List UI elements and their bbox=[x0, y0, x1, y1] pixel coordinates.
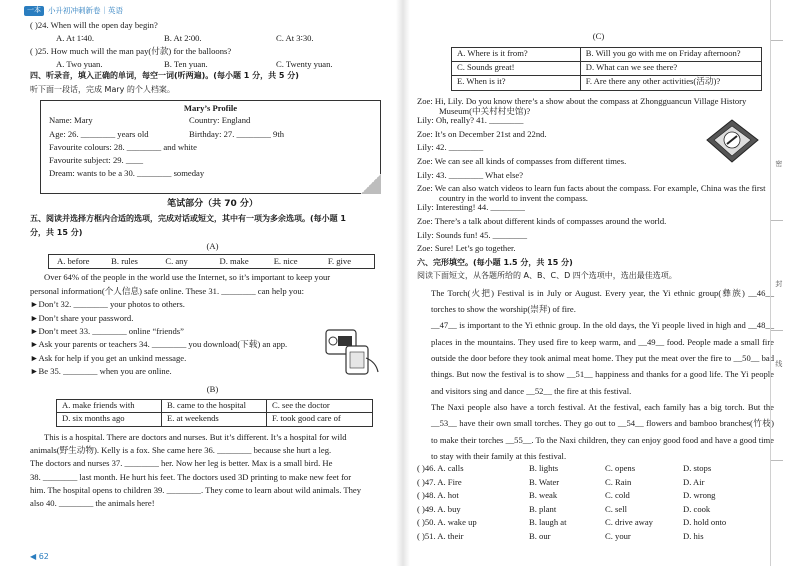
mc-option-c: C. drive away bbox=[605, 517, 653, 528]
sentence-option: C. Sounds great! bbox=[452, 62, 581, 76]
dialogue-line: Zoe: It’s on December 21st and 22nd. bbox=[417, 128, 547, 139]
word-option: D. make bbox=[219, 256, 249, 267]
sentence-option: A. Where is it from? bbox=[452, 48, 581, 62]
cloze-paragraph-2: __47__ is important to the Yi ethnic group. In the old days, the Yi people lived in high and __48__ places in the mountains. They used fire to keep warm, and __49__ food. People made a small fire outside the door before they took animal meat home. They put the meat over the fire to __50__ bad things. But now the festival is to show __51__ happiness and thanks for a good life. The Yi people and visitors sing and dance __52__ the fire at this festival. bbox=[431, 320, 774, 396]
profile-subject: Favourite subject: 29. ____ bbox=[49, 154, 144, 165]
phrase-option: B. came to the hospital bbox=[162, 400, 267, 413]
dialogue-line: Lily: 43. ________ What else? bbox=[417, 169, 524, 180]
sentence-option: E. When is it? bbox=[452, 76, 581, 90]
word-option: A. before bbox=[57, 256, 90, 267]
series-logo: 一本 bbox=[24, 6, 44, 16]
seal-label: 线 bbox=[774, 360, 783, 367]
seal-label: 密 bbox=[774, 160, 783, 167]
mc-option-a: ( )47. A. Fire bbox=[417, 476, 462, 487]
profile-age: Age: 26. ________ years old bbox=[49, 128, 149, 139]
section4-title: 四、听录音，填入正确的单词，每空一词(听两遍)。(每小题 1 分，共 5 分) bbox=[30, 71, 299, 81]
phrase-option: C. see the doctor bbox=[267, 400, 372, 413]
word-option: B. rules bbox=[111, 256, 138, 267]
passage-line: him. The hospital opens to children 39. ________. They come to learn about wild animals. They bbox=[30, 485, 362, 496]
profile-country: Country: England bbox=[189, 115, 251, 126]
mc-option-b: B. our bbox=[529, 531, 551, 542]
phrase-option: A. make friends with bbox=[57, 400, 162, 413]
page-header bbox=[24, 4, 395, 18]
phrase-option: F. took good care of bbox=[272, 412, 341, 423]
q24-option-c: C. At 3∶30. bbox=[276, 33, 314, 44]
mc-option-a: ( )48. A. hot bbox=[417, 490, 459, 501]
part-a-word-box bbox=[48, 254, 375, 269]
profile-row bbox=[49, 116, 372, 129]
right-page bbox=[405, 0, 783, 566]
cloze-paragraph-3: The Naxi people also have a torch festival. At the festival, each family has a big torch. But the __53__ have their own small torches. They go out to __54__ flowers and bamboo branches(竹枝) to make their torches __55__. To the Naxi children, they can enjoy good food and have a good time to stay with their family at this festival. bbox=[431, 401, 774, 461]
profile-colours: Favourite colours: 28. ________ and white bbox=[49, 141, 197, 152]
mc-option-b: B. weak bbox=[529, 490, 558, 501]
q25-stem: ( )25. How much will the man pay(付款) for the balloons? bbox=[30, 45, 232, 56]
passage-line: Over 64% of the people in the world use the Internet, so it’s important to keep your bbox=[44, 272, 331, 283]
mc-option-a: ( )51. A. their bbox=[417, 531, 464, 542]
dialogue-line: Lily: 42. ________ bbox=[417, 142, 484, 153]
q24-option-a: A. At 1∶40. bbox=[56, 33, 95, 44]
passage-line: This is a hospital. There are doctors and nurses. But it’s different. It’s a hospital for wild bbox=[44, 431, 347, 442]
passage-line: ►Ask for help if you get an unkind message. bbox=[30, 352, 187, 363]
passage-line: The doctors and nurses 37. ________ her. Now her leg is better. Max is a small bird. He bbox=[30, 458, 333, 469]
mc-option-b: B. Water bbox=[529, 476, 560, 487]
mc-option-d: D. his bbox=[683, 531, 704, 542]
mc-question-row bbox=[417, 491, 780, 505]
mc-question-row bbox=[417, 505, 780, 519]
phrase-option: E. at weekends bbox=[162, 413, 267, 426]
dialogue-line: Lily: Interesting! 44. ________ bbox=[417, 202, 525, 213]
passage-line: also 40. ________ the animals here! bbox=[30, 498, 155, 509]
profile-dream: Dream: wants to be a 30. ________ someday bbox=[49, 168, 205, 179]
q24-option-b: B. At 2∶00. bbox=[164, 33, 202, 44]
q25-option-a: A. Two yuan. bbox=[56, 58, 103, 69]
sentence-option: B. Will you go with me on Friday afternoon? bbox=[581, 48, 761, 62]
dialogue-line: Lily: Sounds fun! 45. ________ bbox=[417, 229, 528, 240]
mc-option-c: C. your bbox=[605, 531, 631, 542]
mc-option-b: B. lights bbox=[529, 463, 559, 474]
passage-line: ►Ask your parents or teachers 34. ________ you download(下载) an app. bbox=[30, 339, 288, 350]
mc-option-d: D. hold onto bbox=[683, 517, 727, 528]
profile-birthday: Birthday: 27. ________ 9th bbox=[189, 128, 285, 139]
passage-line: 38. ________ last month. He hurt his feet. The doctors used 3D printing to make new feet for bbox=[30, 471, 352, 482]
dialogue-line: Zoe: We can also watch videos to learn fun facts about the compass. For example, China was the first country in the world to invent the compass. bbox=[417, 183, 766, 203]
mc-option-b: B. plant bbox=[529, 503, 557, 514]
mc-option-d: D. Air bbox=[683, 476, 705, 487]
mc-option-a: ( )46. A. calls bbox=[417, 463, 464, 474]
part-c-option-box bbox=[451, 47, 762, 91]
mc-option-b: B. laugh at bbox=[529, 517, 567, 528]
mc-option-d: D. cook bbox=[683, 503, 711, 514]
section4-instruction: 听下面一段话，完成 Mary 的个人档案。 bbox=[30, 84, 175, 94]
passage-line: ►Be 35. ________ when you are online. bbox=[30, 366, 172, 377]
book-title: 小升初冲刺新卷｜英语 bbox=[48, 5, 123, 15]
dialogue-line: Zoe: Sure! Let’s go together. bbox=[417, 243, 516, 254]
part-c-label: (C) bbox=[592, 31, 605, 41]
part-b-label: (B) bbox=[206, 383, 219, 394]
section6-instruction: 阅读下面短文，从各题所给的 A、B、C、D 四个选项中，选出最佳选项。 bbox=[417, 271, 677, 281]
mc-question-row bbox=[417, 518, 780, 532]
word-option: F. give bbox=[327, 256, 352, 267]
section5-title-line2: 分，共 15 分) bbox=[30, 227, 83, 237]
q24-stem: ( )24. When will the open day begin? bbox=[30, 20, 158, 30]
part-a-label: (A) bbox=[206, 241, 219, 252]
dialogue-line: Zoe: We can see all kinds of compasses from different times. bbox=[417, 156, 627, 167]
mary-profile-card bbox=[40, 100, 381, 194]
dialogue-line: Lily: Oh, really? 41. ________ bbox=[417, 115, 524, 126]
page-number-value: 62 bbox=[38, 552, 49, 562]
profile-row bbox=[49, 130, 372, 143]
profile-title: Mary’s Profile bbox=[183, 103, 238, 114]
dialogue-line: Zoe: Hi, Lily. Do you know there’s a show about the compass at Zhongguancun Village History Museum(中关村村史馆)? bbox=[417, 96, 747, 116]
section5-title-line1: 五、阅读并选择方框内合适的选项，完成对话或短文，其中有一项为多余选项。(每小题 1 bbox=[30, 214, 347, 224]
written-part-title: 笔试部分（共 70 分） bbox=[167, 199, 258, 210]
mc-option-d: D. stops bbox=[683, 463, 712, 474]
mc-option-d: D. wrong bbox=[683, 490, 716, 501]
compass-illustration bbox=[705, 118, 760, 164]
word-option: C. any bbox=[165, 256, 188, 267]
mc-option-a: ( )50. A. wake up bbox=[417, 517, 477, 528]
page-number: ◀ 62 bbox=[30, 552, 49, 562]
passage-line: ►Don’t 32. ________ your photos to others. bbox=[30, 299, 185, 310]
section6-title: 六、完形填空。(每小题 1.5 分，共 15 分) bbox=[417, 257, 573, 267]
profile-name: Name: Mary bbox=[49, 115, 93, 126]
dialogue-line: Zoe: There’s a talk about different kinds of compasses around the world. bbox=[417, 216, 667, 227]
passage-line: ►Don’t share your password. bbox=[30, 312, 134, 323]
mc-question-row bbox=[417, 532, 780, 546]
q25-option-b: B. Ten yuan. bbox=[164, 58, 208, 69]
q24-options bbox=[30, 34, 395, 47]
part-b-option-box bbox=[56, 399, 373, 427]
passage-line: personal information(个人信息) safe online. These 31. ________ can help you: bbox=[30, 285, 305, 296]
mc-question-row bbox=[417, 478, 780, 492]
mc-question-row bbox=[417, 464, 780, 478]
sentence-option: D. What can we see there? bbox=[581, 62, 761, 76]
phone-hand-illustration bbox=[322, 328, 384, 378]
mc-option-c: C. cold bbox=[605, 490, 630, 501]
phrase-option: D. six months ago bbox=[57, 413, 162, 426]
q25-option-c: C. Twenty yuan. bbox=[276, 58, 333, 69]
cloze-paragraph-1: The Torch(火把) Festival is in July or August. Every year, the Yi ethnic group(彝族) __46__ torches to show the worship(崇拜) of fire. bbox=[431, 287, 774, 315]
mc-option-a: ( )49. A. buy bbox=[417, 503, 461, 514]
sentence-option: F. Are there any other activities(活动)? bbox=[585, 76, 721, 86]
binding-edge bbox=[770, 0, 800, 566]
mc-option-c: C. Rain bbox=[605, 476, 632, 487]
page-curl-decoration bbox=[361, 174, 381, 194]
mc-option-c: C. opens bbox=[605, 463, 636, 474]
passage-line: ►Don’t meet 33. ________ online “friends” bbox=[30, 325, 184, 336]
profile-row bbox=[49, 143, 372, 156]
word-option: E. nice bbox=[273, 256, 298, 267]
profile-row bbox=[49, 169, 372, 182]
seal-label: 封 bbox=[774, 280, 783, 287]
passage-line: animals(野生动物). Kelly is a fox. She came here 36. ________ because she hurt a leg. bbox=[30, 444, 332, 455]
mc-option-c: C. sell bbox=[605, 503, 627, 514]
